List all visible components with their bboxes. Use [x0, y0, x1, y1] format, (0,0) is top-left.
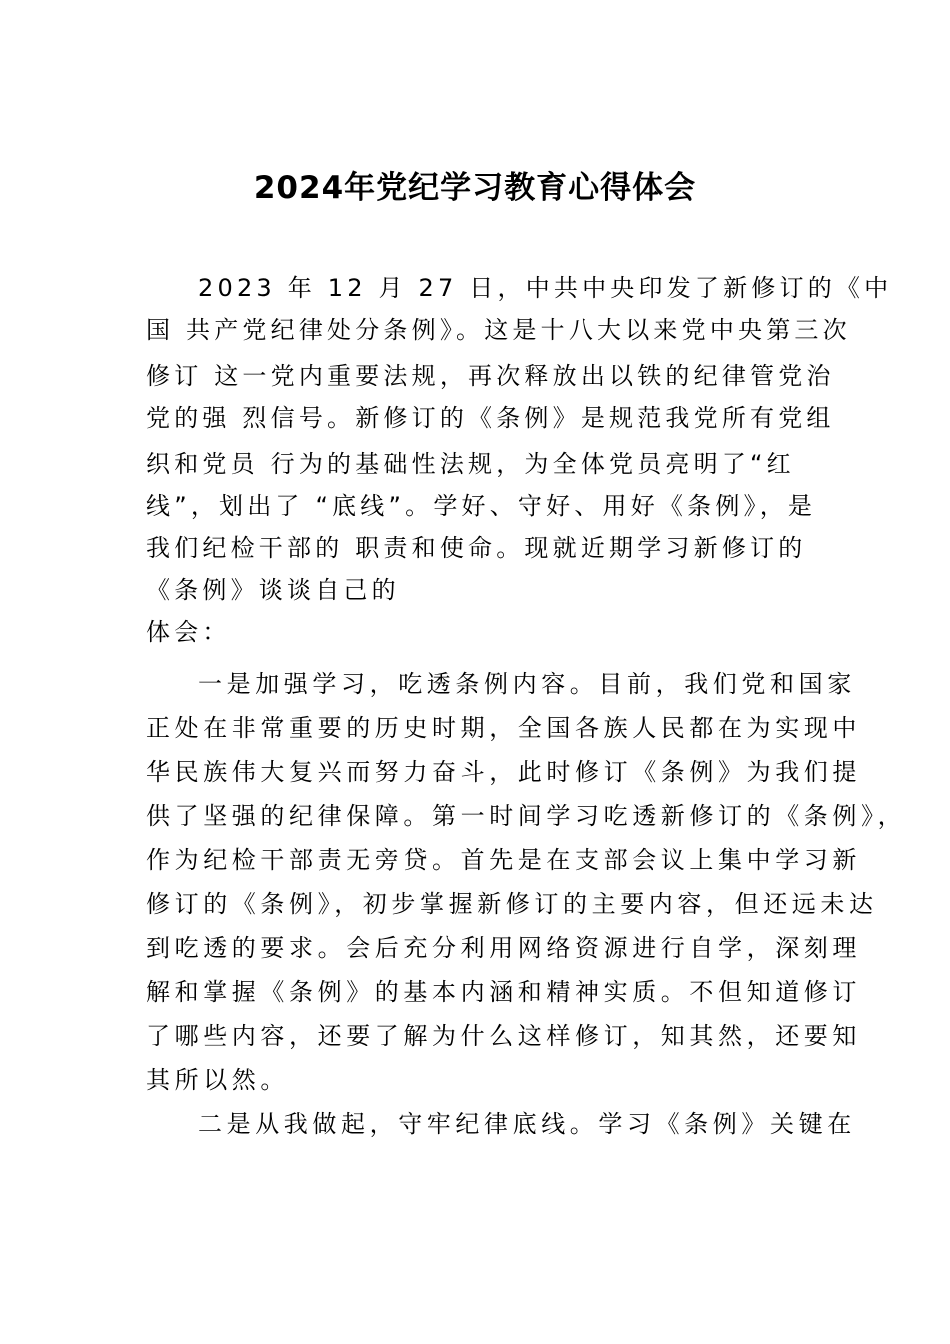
paragraph-line: 二是从我做起，守牢纪律底线。学习《条例》关键在 — [198, 1110, 856, 1138]
paragraph-line: 织和党员 行为的基础性法规，为全体党员亮明了“红 — [146, 450, 795, 478]
paragraph-line: 《条例》谈谈自己的 — [146, 576, 400, 604]
paragraph-line: 正处在非常重要的历史时期，全国各族人民都在为实现中 — [146, 714, 861, 742]
paragraph-line: 供了坚强的纪律保障。第一时间学习吃透新修订的《条例》， — [146, 802, 907, 830]
paragraph-line: 一是加强学习，吃透条例内容。目前，我们党和国家 — [198, 670, 856, 698]
paragraph-line: 作为纪检干部责无旁贷。首先是在支部会议上集中学习新 — [146, 846, 861, 874]
document-title: 2024年党纪学习教育心得体会 — [253, 170, 697, 206]
paragraph-line: 解和掌握《条例》的基本内涵和精神实质。不但知道修订 — [146, 978, 861, 1006]
paragraph-line: 线”，划出了 “底线”。学好、守好、用好《条例》，是 — [146, 492, 817, 520]
paragraph-line: 了哪些内容，还要了解为什么这样修订，知其然，还要知 — [146, 1022, 861, 1050]
paragraph-line: 到吃透的要求。会后充分利用网络资源进行自学，深刻理 — [146, 934, 861, 962]
paragraph-line: 其所以然。 — [146, 1066, 289, 1094]
paragraph-line: 修订的《条例》，初步掌握新修订的主要内容，但还远未达 — [146, 890, 878, 918]
paragraph-line: 华民族伟大复兴而努力奋斗，此时修订《条例》为我们提 — [146, 758, 861, 786]
paragraph-line: 国 共产党纪律处分条例》。这是十八大以来党中央第三次 — [146, 316, 851, 344]
paragraph-line: 党的强 烈信号。新修订的《条例》是规范我党所有党组 — [146, 404, 835, 432]
paragraph-line: 2023 年 12 月 27 日，中共中央印发了新修订的《中 — [198, 274, 893, 302]
paragraph-line: 体会： — [146, 618, 231, 646]
paragraph-line: 修订 这一党内重要法规，再次释放出以铁的纪律管党治 — [146, 362, 835, 390]
paragraph-line: 我们纪检干部的 职责和使命。现就近期学习新修订的 — [146, 534, 807, 562]
